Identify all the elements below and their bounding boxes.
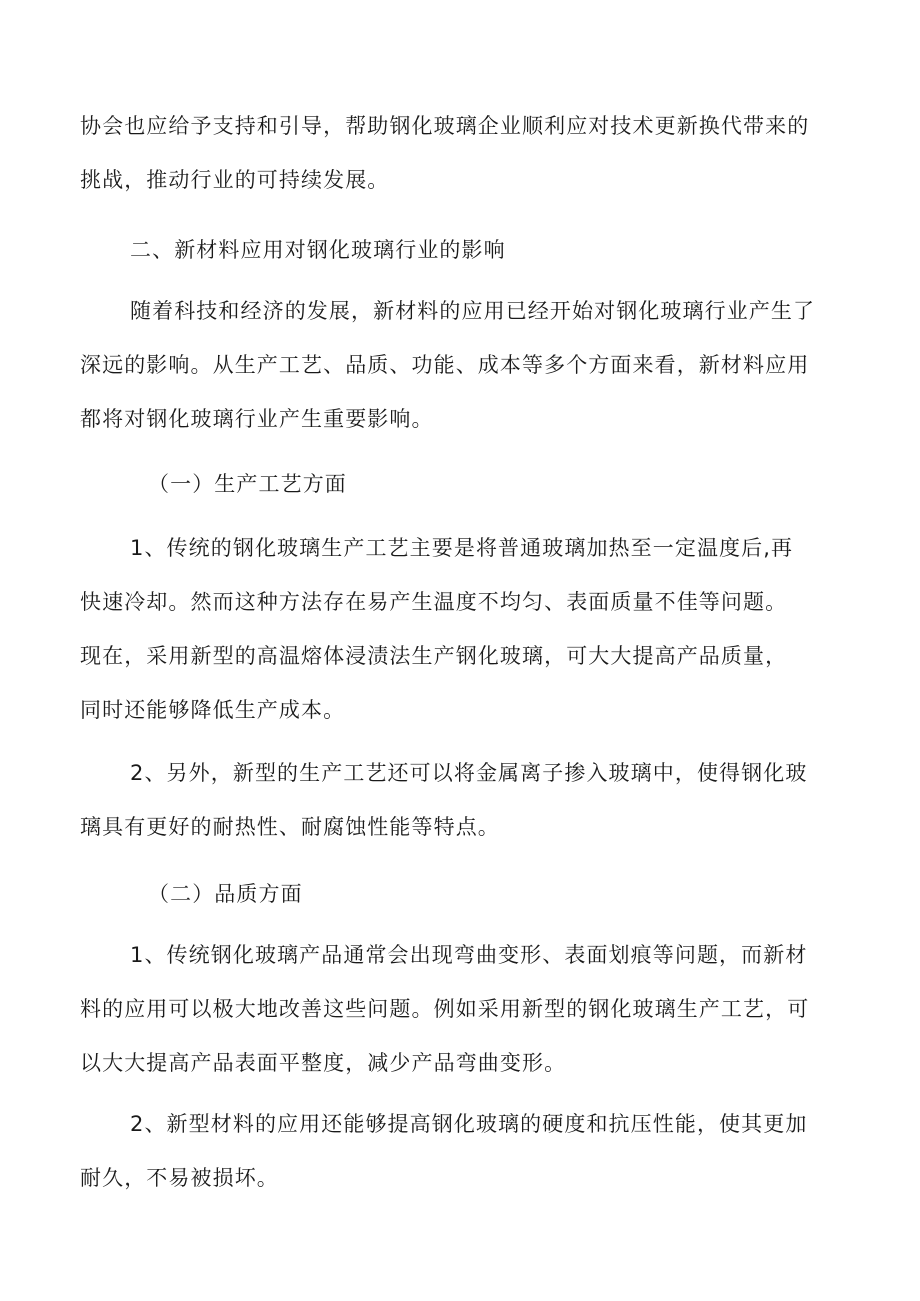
paragraph-line: 2、新型材料的应用还能够提高钢化玻璃的硬度和抗压性能，使其更加: [130, 1112, 808, 1136]
paragraph-line: 深远的影响。从生产工艺、品质、功能、成本等多个方面来看，新材料应用: [80, 353, 810, 377]
paragraph-line: 料的应用可以极大地改善这些问题。例如采用新型的钢化玻璃生产工艺，可: [80, 997, 810, 1021]
paragraph-line: 1、传统的钢化玻璃生产工艺主要是将普通玻璃加热至一定温度后,再: [130, 536, 794, 560]
paragraph-line: 都将对钢化玻璃行业产生重要影响。: [80, 407, 434, 431]
subsection-heading: （一）生产工艺方面: [148, 472, 347, 496]
paragraph-line: 现在，采用新型的高温熔体浸渍法生产钢化玻璃，可大大提高产品质量，: [80, 644, 788, 668]
paragraph-line: 挑战，推动行业的可持续发展。: [80, 168, 390, 192]
paragraph-line: 快速冷却。然而这种方法存在易产生温度不均匀、表面质量不佳等问题。: [80, 590, 788, 614]
paragraph-line: 1、传统钢化玻璃产品通常会出现弯曲变形、表面划痕等问题，而新材: [130, 943, 808, 967]
paragraph-line: 同时还能够降低生产成本。: [80, 698, 346, 722]
paragraph-line: 耐久，不易被损坏。: [80, 1166, 279, 1190]
paragraph-line: 2、另外，新型的生产工艺还可以将金属离子掺入玻璃中，使得钢化玻: [130, 761, 808, 785]
paragraph-line: 协会也应给予支持和引导，帮助钢化玻璃企业顺利应对技术更新换代带来的: [80, 114, 810, 138]
subsection-heading: （二）品质方面: [148, 882, 303, 906]
paragraph-line: 璃具有更好的耐热性、耐腐蚀性能等特点。: [80, 815, 500, 839]
paragraph-line: 以大大提高产品表面平整度，减少产品弯曲变形。: [80, 1051, 567, 1075]
paragraph-line: 随着科技和经济的发展，新材料的应用已经开始对钢化玻璃行业产生了: [130, 299, 816, 323]
section-heading: 二、新材料应用对钢化玻璃行业的影响: [130, 238, 506, 262]
